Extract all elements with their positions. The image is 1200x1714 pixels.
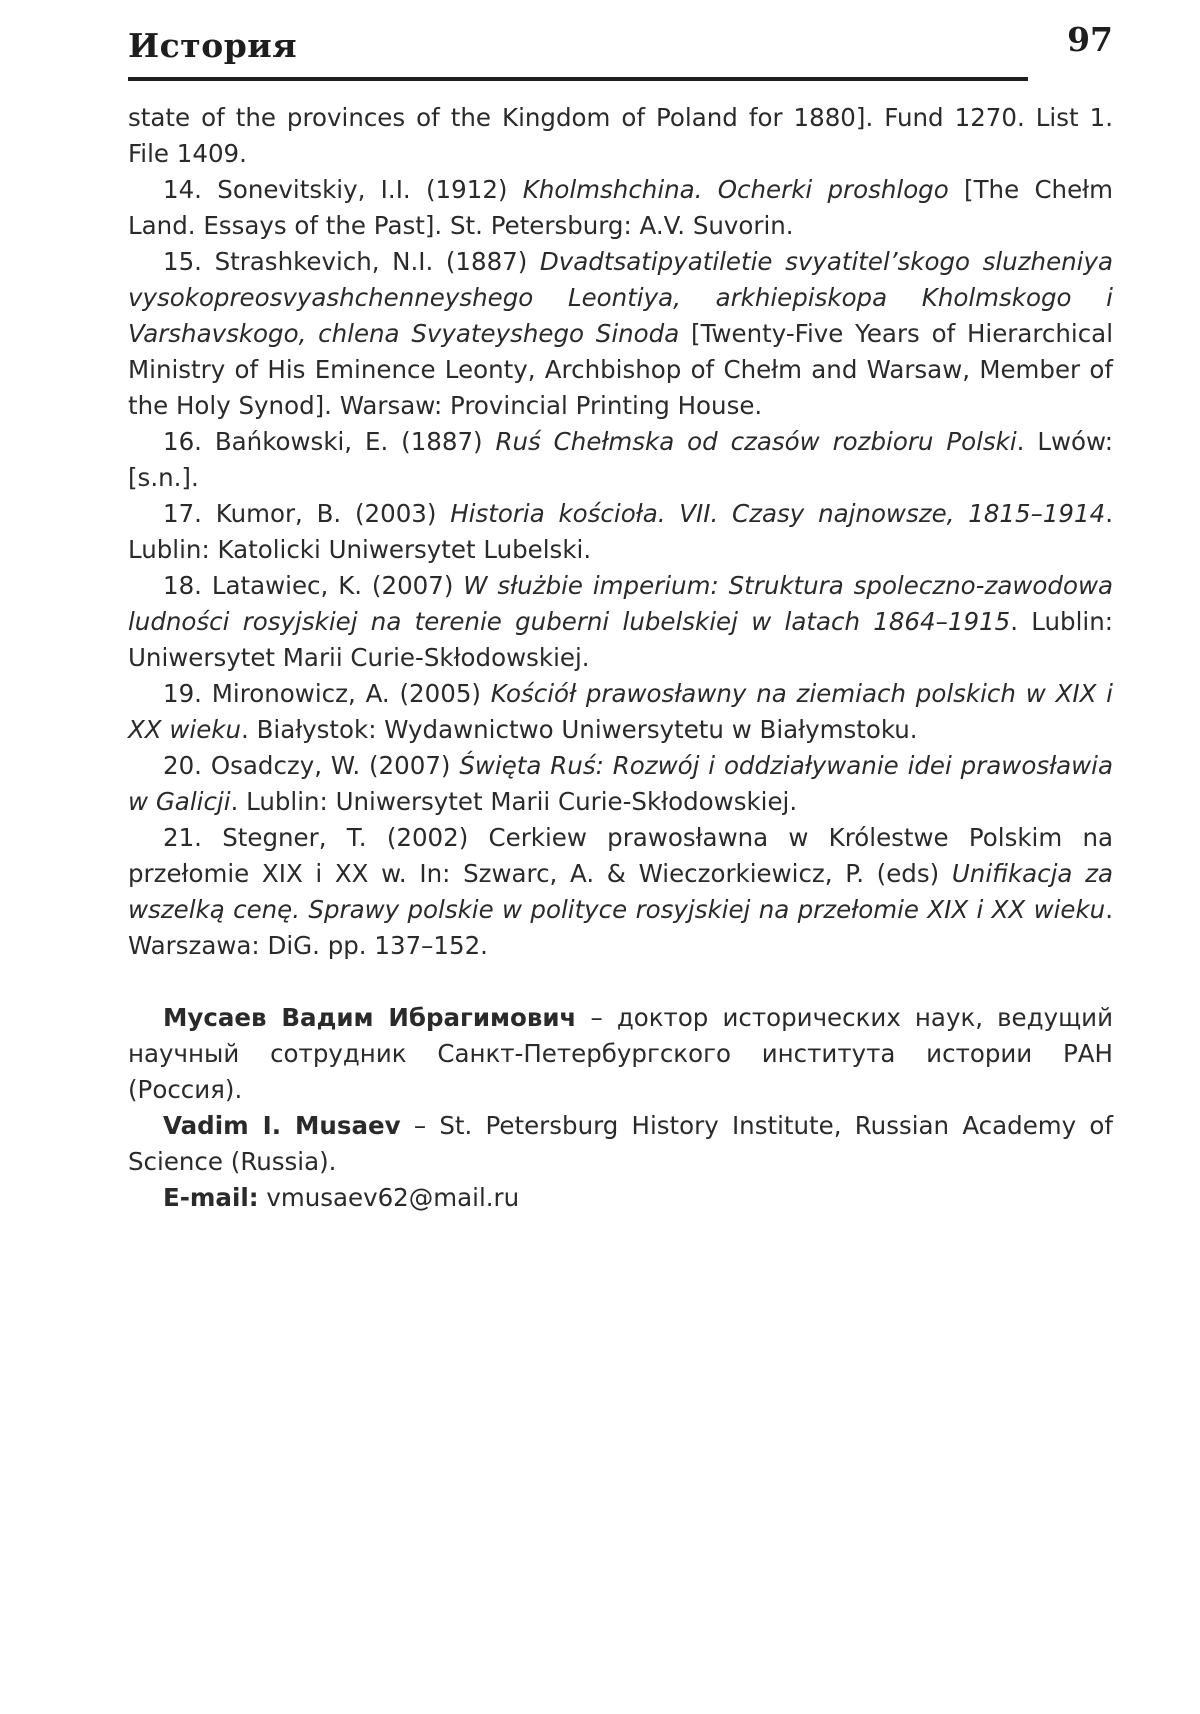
reference-text: [The Chełm Land. Essays of the Past]. St. Petersburg: A.V. Suvorin.: [128, 175, 1113, 240]
running-head: [128, 0, 1113, 82]
reference-title: W służbie imperium: Struktura spoleczno-zawodowa ludności rosyjskiej na terenie guberni lubelskiej w latach 1864–1915: [128, 571, 1113, 636]
reference-number: 14.: [163, 175, 202, 204]
references-list: [128, 100, 1113, 1216]
reference-item-16: [128, 424, 1113, 496]
author-name-ru: Мусаев Вадим Ибрагимович: [163, 1003, 577, 1032]
page: [128, 0, 1113, 1714]
reference-text: Latawiec, K. (2007): [211, 571, 464, 600]
reference-item-20: [128, 748, 1113, 820]
header-rule: [128, 77, 1028, 81]
reference-item-15: [128, 244, 1113, 424]
reference-text: Sonevitskiy, I.I. (1912): [217, 175, 523, 204]
reference-text: . Lublin: Uniwersytet Marii Curie-Skłodowskiej.: [230, 787, 798, 816]
reference-title: Kholmshchina. Ocherki proshlogo: [522, 175, 949, 204]
reference-number: 20.: [163, 751, 202, 780]
reference-number: 19.: [163, 679, 202, 708]
reference-number: 15.: [163, 247, 202, 276]
reference-item-14: [128, 172, 1113, 244]
reference-title: Unifikacja za wszelką cenę. Sprawy polskie w polityce rosyjskiej na przełomie XIX i XX wieku: [128, 859, 1113, 924]
reference-text: Osadczy, W. (2007): [210, 751, 460, 780]
reference-text: . Lublin: Katolicki Uniwersytet Lubelski.: [128, 499, 1113, 564]
reference-item-19: [128, 676, 1113, 748]
author-description-en: – St. Petersburg History Institute, Russian Academy of Science (Russia).: [128, 1111, 1114, 1176]
reference-text: . Warszawa: DiG. pp. 137–152.: [128, 895, 1113, 960]
reference-text: Stegner, T. (2002) Cerkiew prawosławna w Królestwe Polskim na przełomie XIX i XX w. In: Szwarc, A. & Wieczorkiewicz, P. (eds): [128, 823, 1114, 888]
page-number: 97: [1067, 20, 1113, 59]
reference-item-21: [128, 820, 1113, 964]
author-email: [128, 1180, 1113, 1216]
reference-item-17: [128, 496, 1113, 568]
reference-number: 17.: [163, 499, 202, 528]
reference-number: 16.: [163, 427, 202, 456]
reference-text: Strashkevich, N.I. (1887): [214, 247, 540, 276]
reference-text: Mironowicz, A. (2005): [211, 679, 491, 708]
reference-title: Święta Ruś: Rozwój i oddziaływanie idei prawosławia w Galicji: [128, 751, 1113, 816]
section-title: История: [128, 26, 298, 65]
email-address: vmusaev62@mail.ru: [258, 1183, 520, 1212]
email-label: E-mail:: [163, 1183, 259, 1212]
reference-number: 18.: [163, 571, 202, 600]
author-description-ru: – доктор исторических наук, ведущий научный сотрудник Санкт-Петербургского института истории РАН (Россия).: [128, 1003, 1113, 1104]
reference-text: [Twenty-Five Years of Hierarchical Ministry of His Eminence Leonty, Archbishop of Chełm and Warsaw, Member of the Holy Synod]. Warsaw: Provincial Printing House.: [128, 319, 1114, 420]
reference-item-13-continued: [128, 100, 1113, 172]
author-name-en: Vadim I. Musaev: [163, 1111, 401, 1140]
reference-title: Historia kościoła. VII. Czasy najnowsze, 1815–1914: [450, 499, 1106, 528]
reference-text: . Lublin: Uniwersytet Marii Curie-Skłodowskiej.: [128, 607, 1113, 672]
reference-text: state of the provinces of the Kingdom of Poland for 1880]. Fund 1270. List 1. File 1409.: [128, 103, 1113, 168]
reference-text: Kumor, B. (2003): [215, 499, 451, 528]
reference-text: Bańkowski, E. (1887): [214, 427, 496, 456]
reference-item-18: [128, 568, 1113, 676]
author-en: [128, 1108, 1113, 1180]
reference-number: 21.: [163, 823, 202, 852]
reference-text: . Białystok: Wydawnictwo Uniwersytetu w Białymstoku.: [241, 715, 918, 744]
author-info: [128, 1000, 1113, 1216]
reference-title: Kościół prawosławny na ziemiach polskich w XIX i XX wieku: [128, 679, 1113, 744]
author-ru: [128, 1000, 1113, 1108]
reference-text: . Lwów: [s.n.].: [128, 427, 1113, 492]
reference-title: Ruś Chełmska od czasów rozbioru Polski: [495, 427, 1017, 456]
reference-title: Dvadtsatipyatiletie svyatitel’skogo sluzheniya vysokopreosvyashchenneyshego Leontiya, arkhiepiskopa Kholmskogo i Varshavskogo, chlena Svyateyshego Sinoda: [128, 247, 1114, 348]
